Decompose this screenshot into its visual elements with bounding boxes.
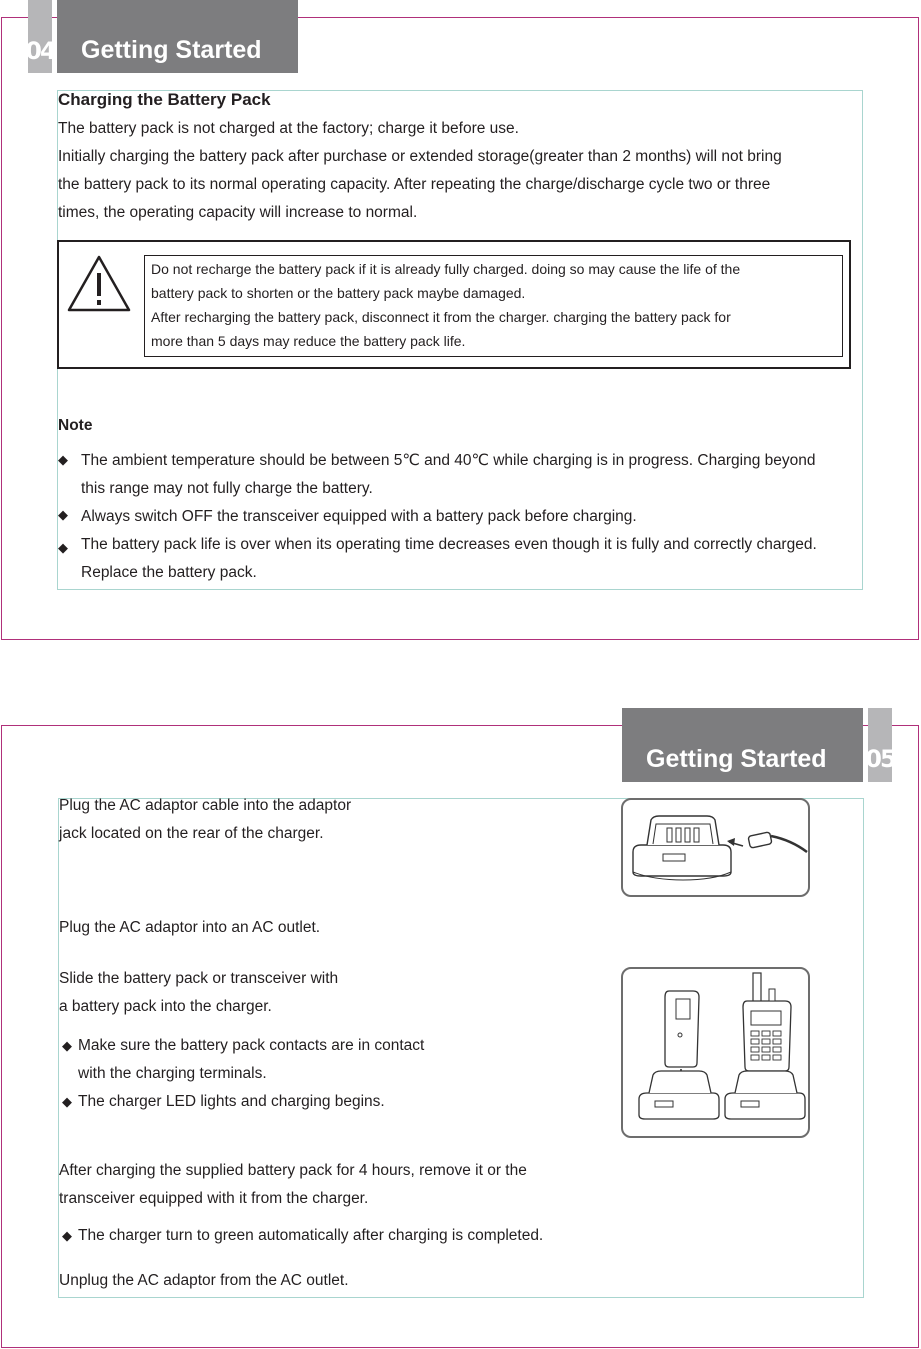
charger-plug-icon [623, 800, 808, 895]
step-4-line: After charging the supplied battery pack for 4 hours, remove it or the [59, 1162, 527, 1179]
battery-and-radio-icon [623, 969, 808, 1136]
step-4-bullet: The charger turn to green automatically after charging is completed. [78, 1227, 544, 1244]
warning-line: battery pack to shorten or the battery pack maybe damaged. [151, 285, 526, 301]
step-4-line: transceiver equipped with it from the charger. [59, 1190, 369, 1207]
bullet-icon: ◆ [58, 507, 68, 522]
step-1-line: jack located on the rear of the charger. [59, 825, 324, 842]
bullet-icon: ◆ [58, 452, 68, 467]
page-number-tab: 04 [28, 0, 52, 73]
charger-cable-illustration [621, 798, 810, 897]
bullet-icon: ◆ [62, 1038, 72, 1053]
note-line: this range may not fully charge the battery. [81, 480, 373, 497]
note-line: The ambient temperature should be between 5℃ and 40℃ while charging is in progress. Charging beyond [81, 452, 816, 469]
step-3-bullet: The charger LED lights and charging begins. [78, 1093, 385, 1110]
header-title: Getting Started [622, 708, 863, 782]
page-number-tab: 05 [868, 708, 892, 782]
note-line: Replace the battery pack. [81, 564, 257, 581]
warning-line: After recharging the battery pack, disconnect it from the charger. charging the battery pack for [151, 309, 731, 325]
note-title: Note [58, 417, 93, 434]
warning-line: more than 5 days may reduce the battery pack life. [151, 333, 466, 349]
paragraph-line: The battery pack is not charged at the factory; charge it before use. [58, 120, 519, 137]
paragraph-line: times, the operating capacity will increase to normal. [58, 204, 418, 221]
step-3-bullet: with the charging terminals. [78, 1065, 267, 1082]
note-line: The battery pack life is over when its operating time decreases even though it is fully and correctly charged. [81, 536, 817, 553]
paragraph-line: the battery pack to its normal operating capacity. After repeating the charge/discharge cycle two or three [58, 176, 771, 193]
step-3-line: Slide the battery pack or transceiver with [59, 970, 339, 987]
bullet-icon: ◆ [58, 540, 68, 555]
bullet-icon: ◆ [62, 1228, 72, 1243]
header-title: Getting Started [57, 0, 298, 73]
warning-triangle-icon [66, 254, 132, 314]
step-1-line: Plug the AC adaptor cable into the adaptor [59, 797, 352, 814]
paragraph-line: Initially charging the battery pack after purchase or extended storage(greater than 2 months) will not bring [58, 148, 782, 165]
section-title: Charging the Battery Pack [58, 90, 271, 109]
bullet-icon: ◆ [62, 1094, 72, 1109]
step-2: Plug the AC adaptor into an AC outlet. [59, 919, 321, 936]
step-3-line: a battery pack into the charger. [59, 998, 272, 1015]
step-5: Unplug the AC adaptor from the AC outlet. [59, 1272, 349, 1289]
warning-line: Do not recharge the battery pack if it is already fully charged. doing so may cause the life of the [151, 261, 741, 277]
charging-illustration [621, 967, 810, 1138]
step-3-bullet: Make sure the battery pack contacts are in contact [78, 1037, 425, 1054]
note-line: Always switch OFF the transceiver equipped with a battery pack before charging. [81, 508, 637, 525]
